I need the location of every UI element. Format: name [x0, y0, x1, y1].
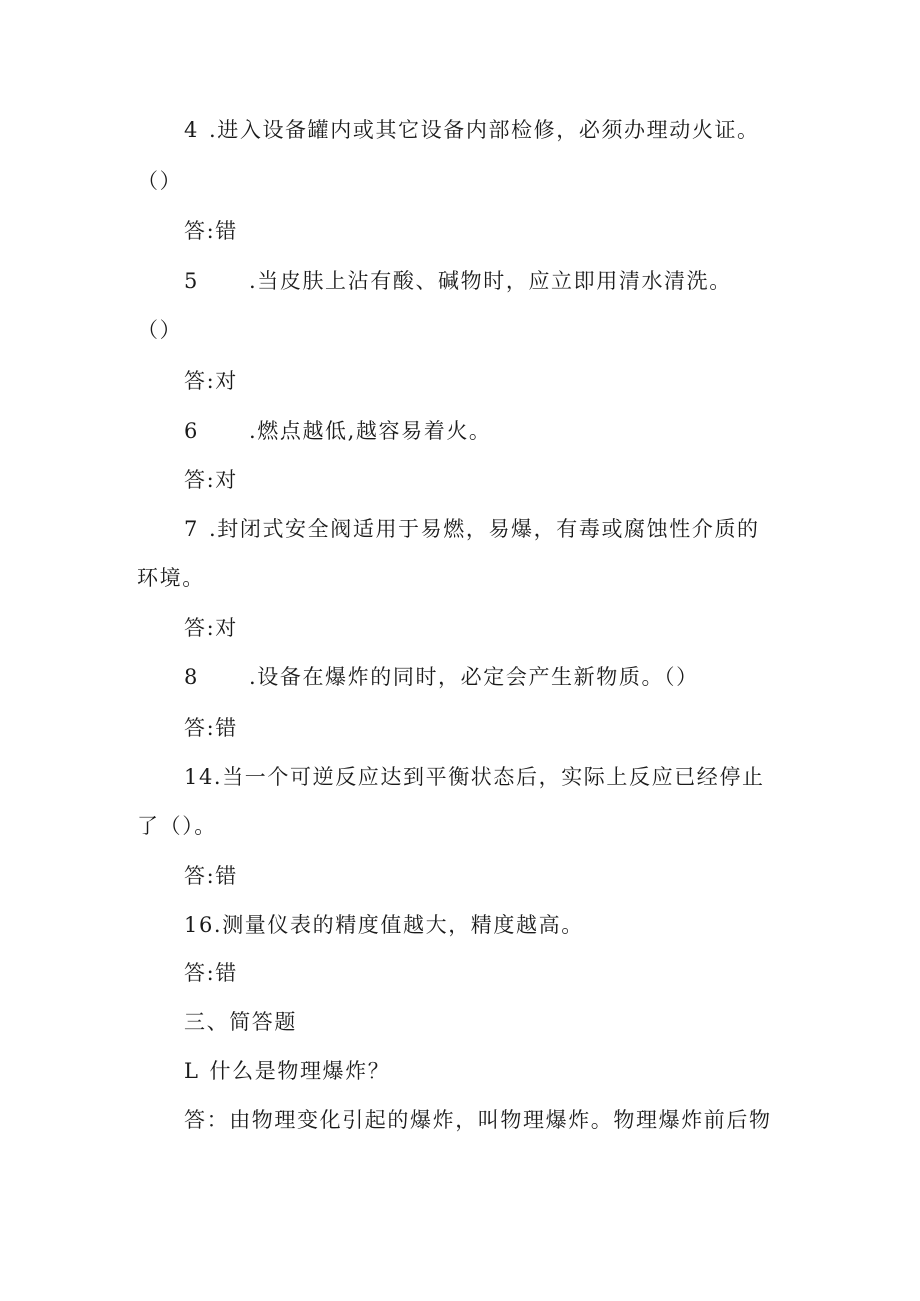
question-7	[184, 514, 760, 544]
question-number: 16.	[184, 913, 223, 937]
question-text: 测量仪表的精度值越大，精度越高。	[222, 913, 584, 937]
question-14	[184, 762, 765, 792]
question-number: 8	[184, 665, 199, 689]
question-4	[184, 115, 760, 145]
question-4-continuation: （）	[137, 169, 183, 193]
question-number: L	[184, 1059, 200, 1083]
answer-14: 答:错	[184, 864, 238, 888]
question-16	[184, 910, 584, 940]
question-text: .封闭式安全阀适用于易燃，易爆，有毒或腐蚀性介质的	[208, 517, 760, 541]
question-text: .设备在爆炸的同时，必定会产生新物质。（）	[248, 665, 699, 689]
question-8	[184, 662, 699, 692]
question-text: .燃点越低,越容易着火。	[248, 419, 492, 443]
question-7-continuation: 环境。	[137, 566, 205, 590]
question-6	[184, 416, 492, 446]
question-number: 4	[184, 118, 199, 142]
question-text: .当皮肤上沾有酸、碱物时，应立即用清水清洗。	[248, 269, 732, 293]
question-number: 7	[184, 517, 199, 541]
question-text: .进入设备罐内或其它设备内部检修，必须办理动火证。	[208, 118, 760, 142]
question-number: 14.	[184, 765, 223, 789]
section-heading: 三、简答题	[184, 1010, 297, 1034]
answer-16: 答:错	[184, 961, 238, 985]
question-14-continuation: 了（）。	[137, 814, 217, 838]
answer-8: 答:错	[184, 716, 238, 740]
question-number: 5	[184, 269, 199, 293]
question-5-continuation: （）	[137, 318, 183, 342]
question-text: 当一个可逆反应达到平衡状态后，实际上反应已经停止	[222, 765, 765, 789]
short-answer-1: 答：由物理变化引起的爆炸，叫物理爆炸。物理爆炸前后物	[184, 1108, 772, 1132]
answer-5: 答:对	[184, 369, 238, 393]
question-5	[184, 266, 732, 296]
answer-7: 答:对	[184, 616, 238, 640]
question-text: 什么是物理爆炸？	[209, 1059, 391, 1083]
question-number: 6	[184, 419, 199, 443]
answer-6: 答:对	[184, 468, 238, 492]
answer-4: 答:错	[184, 219, 238, 243]
short-question-1	[184, 1056, 390, 1086]
